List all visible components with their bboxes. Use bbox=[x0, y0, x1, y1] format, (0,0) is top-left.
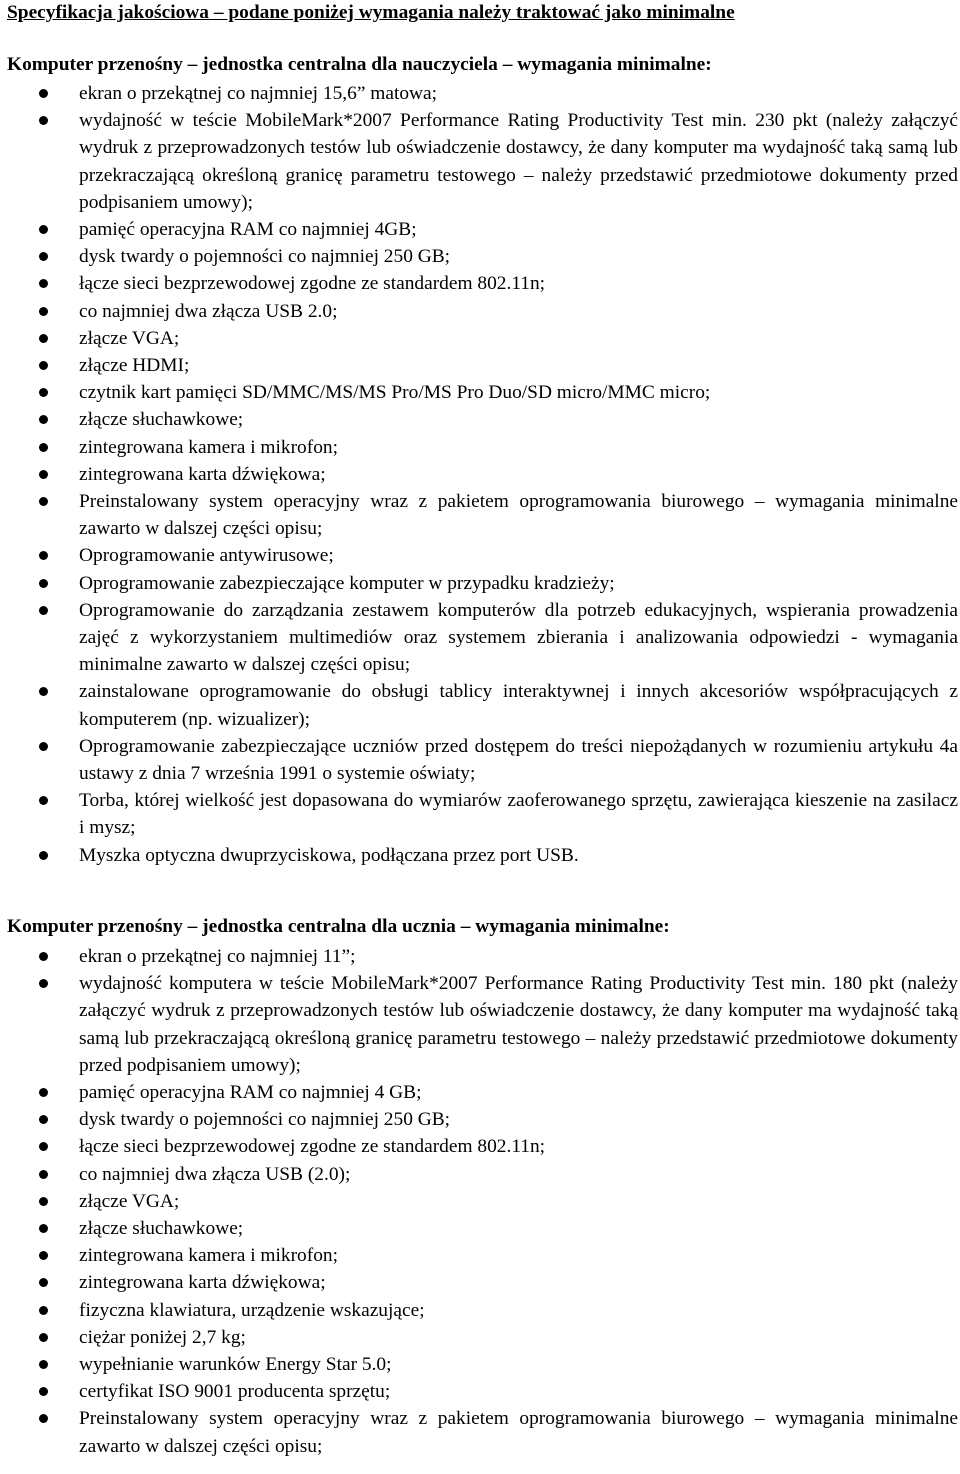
list-item: wypełnianie warunków Energy Star 5.0; bbox=[0, 1351, 960, 1378]
student-laptop-requirements-list bbox=[0, 943, 960, 1460]
list-item: wydajność komputera w teście MobileMark*2007 Performance Rating Productivity Test min. 180 pkt (należy załączyć wydruk z przeprowadzonych testów lub oświadczenie dostawcy, że dany komputer ma wydajność taką samą lub przekraczającą określoną granicę parametru testowego – należy przedstawić przedmiotowe dokumenty przed podpisaniem umowy); bbox=[0, 970, 960, 1079]
list-item: łącze sieci bezprzewodowej zgodne ze standardem 802.11n; bbox=[0, 270, 960, 297]
list-item: ekran o przekątnej co najmniej 15,6” matowa; bbox=[0, 80, 960, 107]
section-heading-student-laptop: Komputer przenośny – jednostka centralna dla ucznia – wymagania minimalne: bbox=[7, 916, 670, 937]
list-item: Oprogramowanie zabezpieczające uczniów przed dostępem do treści niepożądanych w rozumieniu artykułu 4a ustawy z dnia 7 września 1991 o systemie oświaty; bbox=[0, 733, 960, 787]
list-item: co najmniej dwa złącza USB 2.0; bbox=[0, 298, 960, 325]
list-item: dysk twardy o pojemności co najmniej 250 GB; bbox=[0, 1106, 960, 1133]
list-item: zainstalowane oprogramowanie do obsługi tablicy interaktywnej i innych akcesoriów współpracujących z komputerem (np. wizualizer); bbox=[0, 678, 960, 732]
list-item: ekran o przekątnej co najmniej 11”; bbox=[0, 943, 960, 970]
list-item: złącze VGA; bbox=[0, 325, 960, 352]
list-item: Preinstalowany system operacyjny wraz z pakietem oprogramowania biurowego – wymagania minimalne zawarto w dalszej części opisu; bbox=[0, 488, 960, 542]
list-item: certyfikat ISO 9001 producenta sprzętu; bbox=[0, 1378, 960, 1405]
list-item: czytnik kart pamięci SD/MMC/MS/MS Pro/MS Pro Duo/SD micro/MMC micro; bbox=[0, 379, 960, 406]
list-item: zintegrowana kamera i mikrofon; bbox=[0, 434, 960, 461]
list-item: Myszka optyczna dwuprzyciskowa, podłączana przez port USB. bbox=[0, 842, 960, 869]
list-item: zintegrowana kamera i mikrofon; bbox=[0, 1242, 960, 1269]
list-item: fizyczna klawiatura, urządzenie wskazujące; bbox=[0, 1297, 960, 1324]
list-item: złącze słuchawkowe; bbox=[0, 1215, 960, 1242]
list-item: wydajność w teście MobileMark*2007 Performance Rating Productivity Test min. 230 pkt (należy załączyć wydruk z przeprowadzonych testów lub oświadczenie dostawcy, że dany komputer ma wydajność taką samą lub przekraczającą określoną granicę parametru testowego – należy przedstawić przedmiotowe dokumenty przed podpisaniem umowy); bbox=[0, 107, 960, 216]
list-item: złącze słuchawkowe; bbox=[0, 406, 960, 433]
list-item: pamięć operacyjna RAM co najmniej 4 GB; bbox=[0, 1079, 960, 1106]
list-item: Torba, której wielkość jest dopasowana do wymiarów zaoferowanego sprzętu, zawierająca kieszenie na zasilacz i mysz; bbox=[0, 787, 960, 841]
section-heading-teacher-laptop: Komputer przenośny – jednostka centralna dla nauczyciela – wymagania minimalne: bbox=[7, 54, 712, 75]
list-item: pamięć operacyjna RAM co najmniej 4GB; bbox=[0, 216, 960, 243]
list-item: Oprogramowanie zabezpieczające komputer w przypadku kradzieży; bbox=[0, 570, 960, 597]
list-item: złącze HDMI; bbox=[0, 352, 960, 379]
list-item: zintegrowana karta dźwiękowa; bbox=[0, 1269, 960, 1296]
list-item: dysk twardy o pojemności co najmniej 250 GB; bbox=[0, 243, 960, 270]
list-item: łącze sieci bezprzewodowej zgodne ze standardem 802.11n; bbox=[0, 1133, 960, 1160]
teacher-laptop-requirements-list bbox=[0, 80, 960, 869]
list-item: co najmniej dwa złącza USB (2.0); bbox=[0, 1161, 960, 1188]
list-item: Oprogramowanie antywirusowe; bbox=[0, 542, 960, 569]
list-item: zintegrowana karta dźwiękowa; bbox=[0, 461, 960, 488]
document-title: Specyfikacja jakościowa – podane poniżej wymagania należy traktować jako minimalne bbox=[7, 2, 735, 23]
list-item: Oprogramowanie do zarządzania zestawem komputerów dla potrzeb edukacyjnych, wspierania prowadzenia zajęć z wykorzystaniem multimediów oraz systemem zbierania i analizowania odpowiedzi - wymagania minimalne zawarto w dalszej części opisu; bbox=[0, 597, 960, 679]
list-item: ciężar poniżej 2,7 kg; bbox=[0, 1324, 960, 1351]
list-item: Preinstalowany system operacyjny wraz z pakietem oprogramowania biurowego – wymagania minimalne zawarto w dalszej części opisu; bbox=[0, 1405, 960, 1459]
list-item: złącze VGA; bbox=[0, 1188, 960, 1215]
